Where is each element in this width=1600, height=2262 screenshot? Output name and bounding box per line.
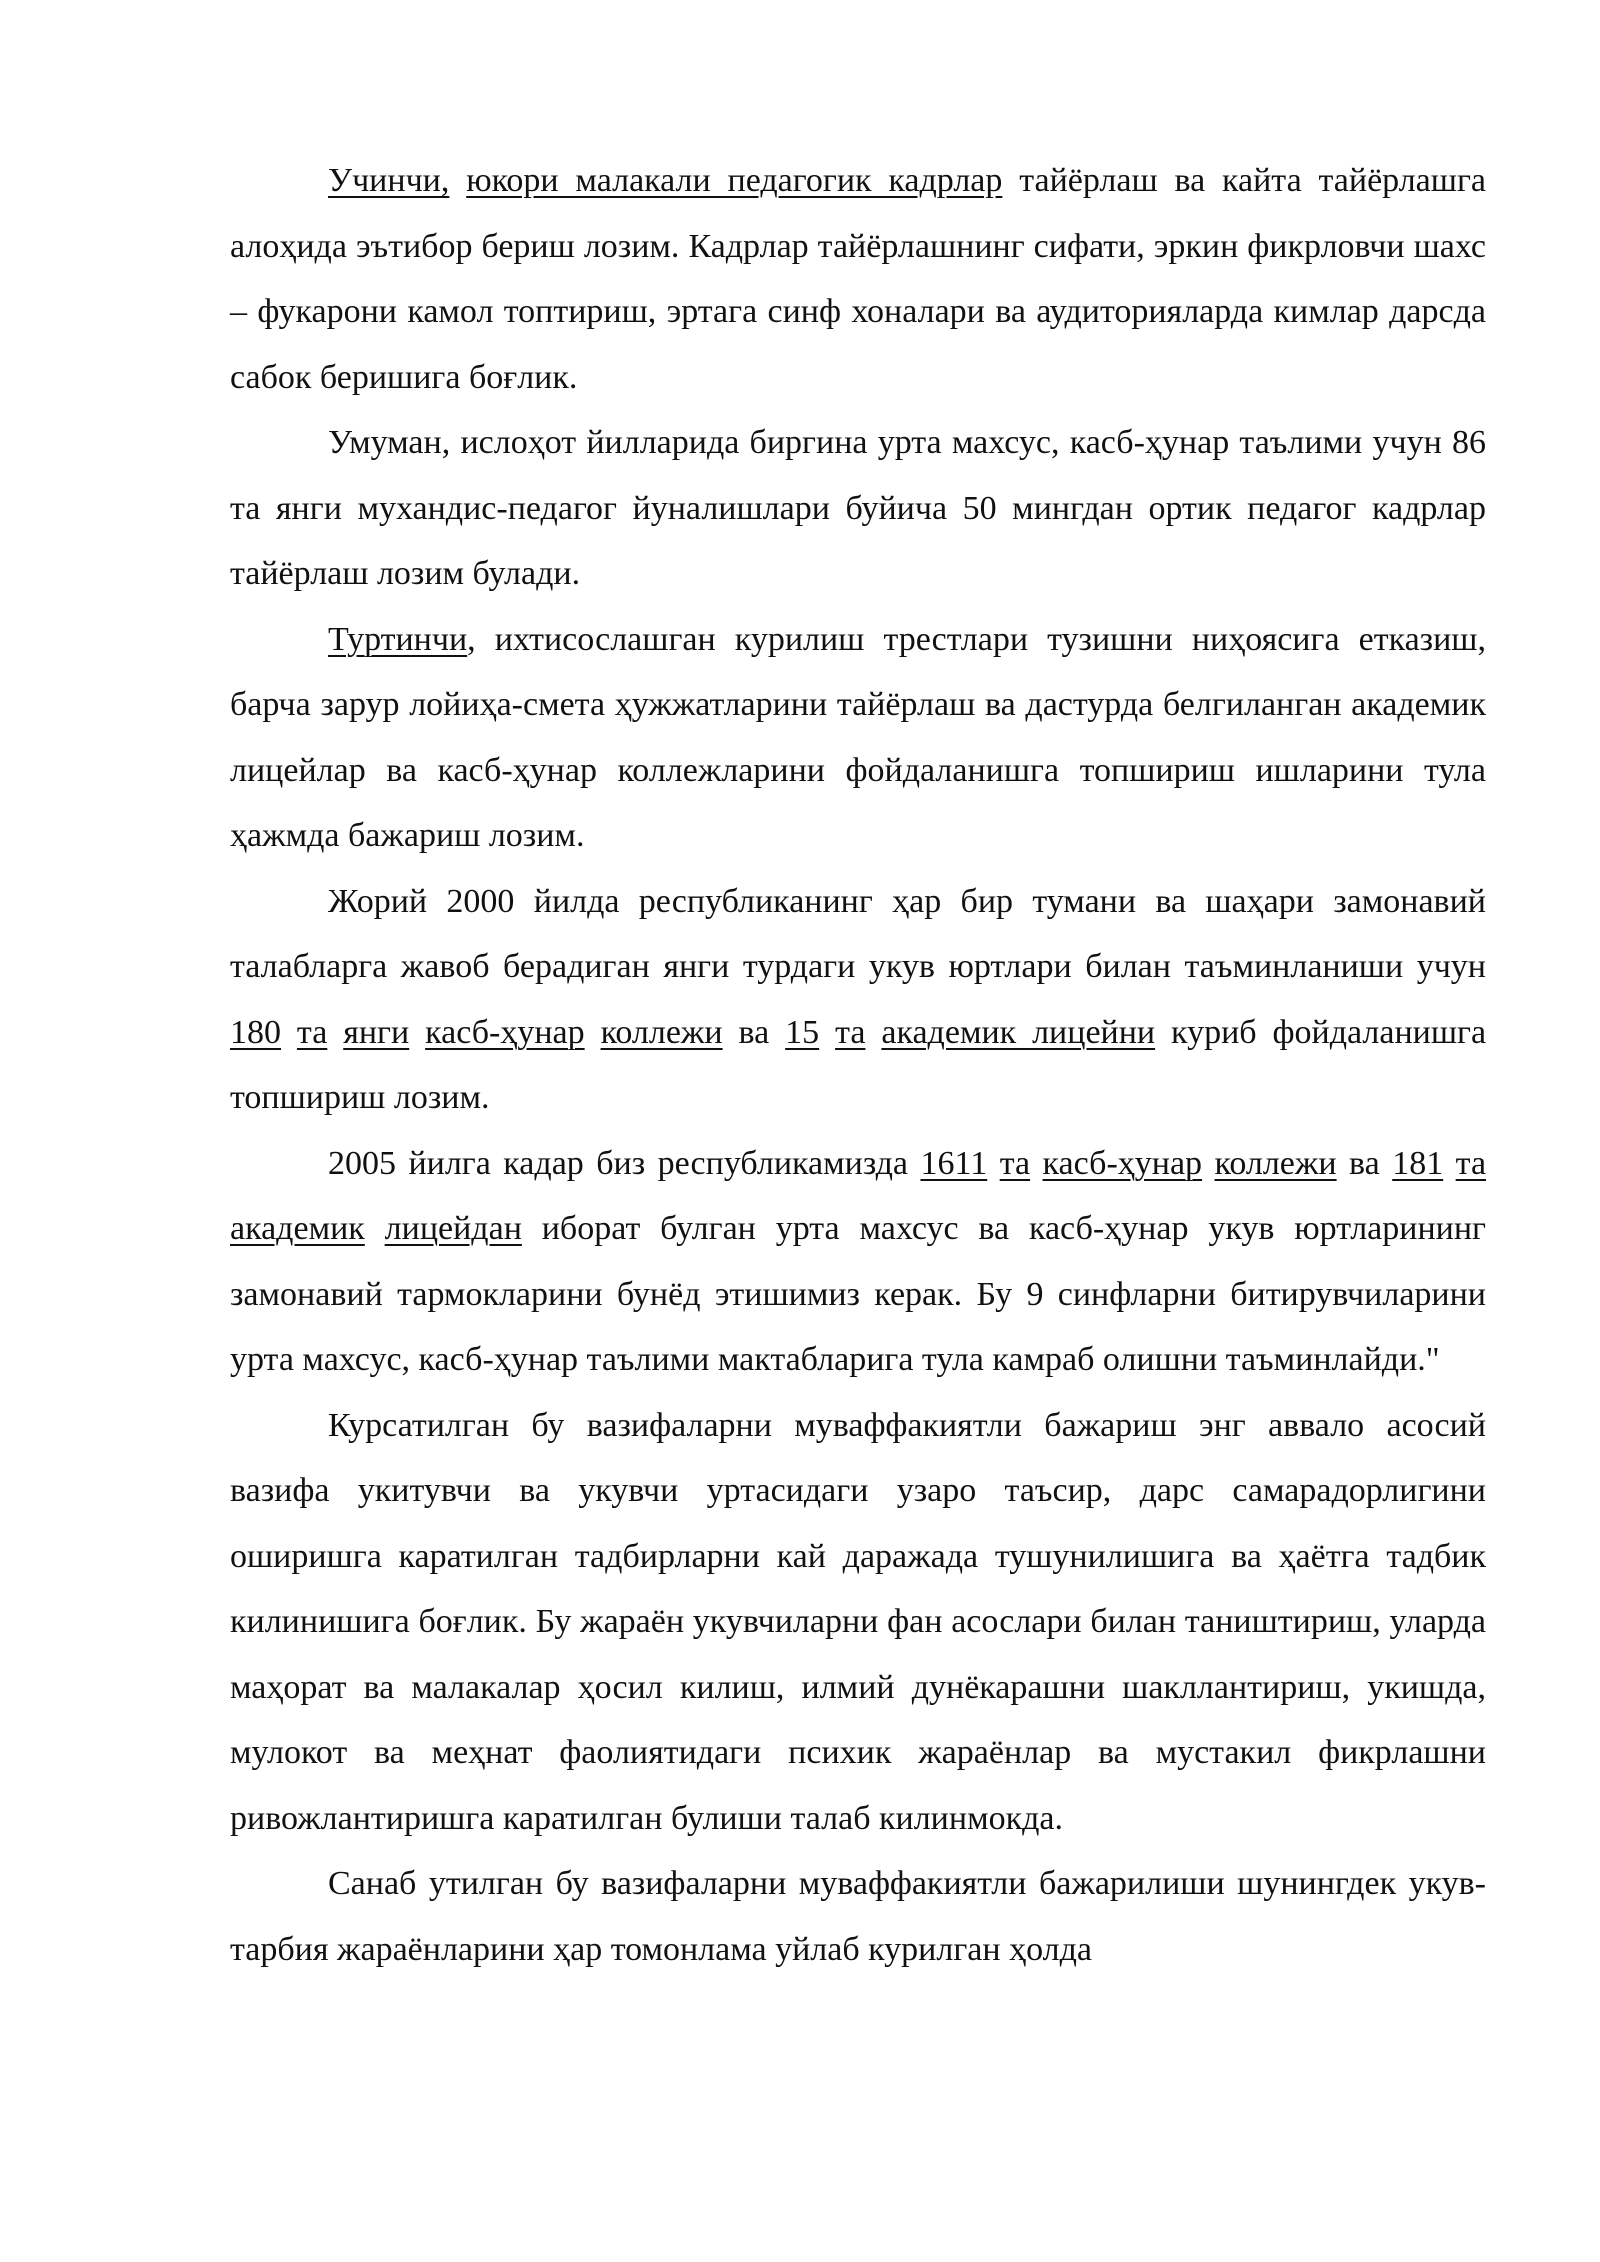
paragraph: [230, 148, 1486, 410]
underlined-text: юкори малакали педагогик кадрлар: [466, 162, 1003, 199]
underlined-text: Туртинчи: [328, 620, 468, 658]
text-segment: Курсатилган бу вазифаларни муваффакиятли бажариш энг аввало асосий вазифа укитувчи ва укувчи уртасидаги узаро таъсир, дарс самарадорлигини оширишга каратилган тадбирларни кай даражада тушунилишига ва ҳаётга тадбик килинишига боғлик. Бу жараён укувчиларни фан асослари билан таништириш, уларда маҳорат ва малакалар ҳосил килиш, илмий дунёкарашни шакллантириш, укишда, мулокот ва меҳнат фаолиятидаги психик жараёнлар ва мустакил фикрлашни ривожлантиришга каратилган булиши талаб килинмокда.: [230, 1406, 1486, 1837]
underlined-text: та: [835, 1013, 866, 1051]
paragraph: [230, 869, 1486, 1131]
text-segment: [819, 1014, 835, 1051]
paragraph: [230, 1131, 1486, 1393]
text-segment: 2005 йилга кадар биз республикамизда: [328, 1144, 921, 1182]
underlined-text: янги: [343, 1013, 410, 1051]
text-segment: Умуман, ислоҳот йилларида биргина урта махсус, касб-ҳунар таълими учун 86 та янги мухандис-педагог йуналишлари буйича 50 мингдан ортик педагог кадрлар тайёрлаш лозим булади.: [230, 424, 1486, 592]
underlined-text: академик лицейни: [881, 1013, 1156, 1051]
text-segment: ва: [722, 1013, 786, 1051]
underlined-text: та: [999, 1144, 1031, 1182]
text-segment: [327, 1014, 343, 1051]
underlined-text: Учинчи,: [328, 162, 450, 199]
paragraph: [230, 1393, 1486, 1852]
paragraph: [230, 410, 1486, 607]
text-segment: Санаб утилган бу вазифаларни муваффакиятли бажарилиши шунингдек укув-тарбия жараёнларини ҳар томонлама уйлаб курилган ҳолда: [230, 1865, 1486, 1968]
text-segment: тайёрлаш ва кайта тайёрлашга алоҳида эътибор бериш лозим. Кадрлар тайёрлашнинг сифати, эркин фикрловчи шахс – фукарони камол топтириш, эртага синф хоналари ва аудиторияларда кимлар дарсда сабок беришига боғлик.: [230, 162, 1486, 396]
text-segment: [449, 162, 466, 199]
underlined-text: касб-ҳунар: [425, 1013, 585, 1051]
text-segment: , ихтисослашган курилиш трестлари тузишни ниҳоясига етказиш, барча зарур лойиҳа-смета ҳужжатларини тайёрлаш ва дастурда белгиланган академик лицейлар ва касб-ҳунар коллежларини фойдаланишга топшириш ишларини тула ҳажмда бажариш лозим.: [230, 620, 1486, 854]
text-segment: [865, 1014, 881, 1051]
text-segment: [365, 1210, 385, 1247]
text-segment: ва: [1336, 1144, 1393, 1182]
underlined-text: 181: [1392, 1144, 1444, 1182]
paragraph: [230, 1851, 1486, 1982]
underlined-text: лицейдан: [384, 1210, 522, 1247]
text-segment: [1030, 1145, 1042, 1182]
text-segment: [1443, 1145, 1455, 1182]
text-segment: [281, 1014, 297, 1051]
text-segment: [409, 1014, 425, 1051]
document-body: [230, 148, 1486, 1982]
text-segment: Жорий 2000 йилда республиканинг ҳар бир тумани ва шаҳари замонавий талабларга жавоб берадиган янги турдаги укув юртлари билан таъминланиши учун: [230, 882, 1486, 985]
underlined-text: та: [1455, 1144, 1487, 1182]
paragraph: [230, 607, 1486, 869]
text-segment: [987, 1145, 999, 1182]
underlined-text: академик: [230, 1210, 365, 1247]
underlined-text: коллежи: [1214, 1144, 1337, 1182]
underlined-text: 1611: [920, 1144, 988, 1182]
underlined-text: коллежи: [600, 1013, 723, 1051]
text-segment: [1202, 1145, 1214, 1182]
text-segment: иборат булган урта махсус ва касб-ҳунар укув юртларининг замонавий тармокларини бунёд этишимиз керак. Бу 9 синфларни битирувчиларини урта махсус, касб-ҳунар таълими мактабларига тула камраб олишни таъминлайди.": [230, 1210, 1486, 1378]
underlined-text: 180: [230, 1013, 281, 1051]
underlined-text: та: [296, 1013, 328, 1051]
text-segment: куриб фойдаланишга топшириш лозим.: [230, 1013, 1487, 1116]
text-segment: [585, 1014, 601, 1051]
underlined-text: касб-ҳунар: [1042, 1144, 1203, 1182]
underlined-text: 15: [785, 1013, 820, 1051]
